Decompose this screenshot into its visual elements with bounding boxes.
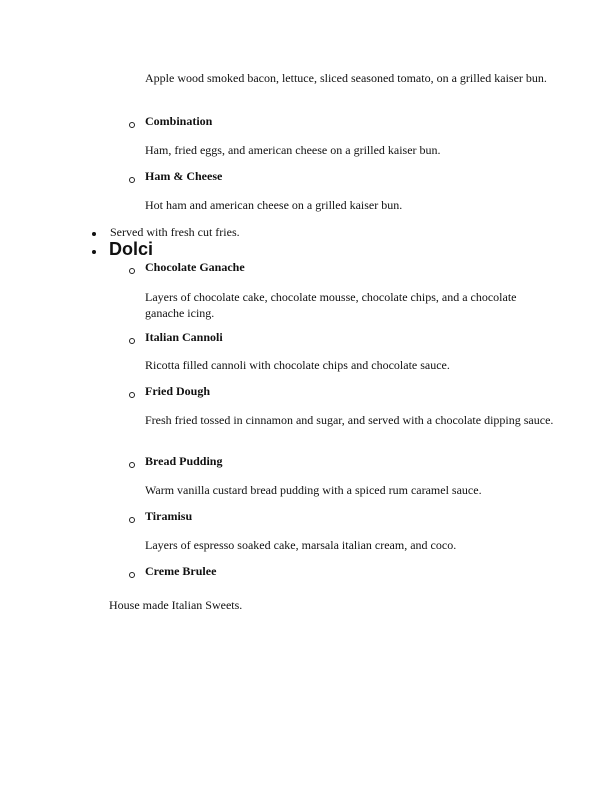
- item-title-ham-cheese: Ham & Cheese: [145, 169, 223, 183]
- circle-bullet-icon: [129, 462, 135, 468]
- circle-bullet-icon: [129, 392, 135, 398]
- item-title-italian-cannoli: Italian Cannoli: [145, 330, 223, 344]
- item-description-fried-dough: Fresh fried tossed in cinnamon and sugar, and served with a chocolate dipping sauce.: [145, 413, 554, 427]
- circle-bullet-icon: [129, 177, 135, 183]
- item-title-bread-pudding: Bread Pudding: [145, 454, 223, 468]
- blt-description: Apple wood smoked bacon, lettuce, sliced seasoned tomato, on a grilled kaiser bun.: [145, 71, 547, 85]
- circle-bullet-icon: [129, 268, 135, 274]
- circle-bullet-icon: [129, 517, 135, 523]
- item-title-fried-dough: Fried Dough: [145, 384, 211, 398]
- disc-bullet-icon: [92, 250, 96, 254]
- disc-bullet-icon: [92, 232, 96, 236]
- item-description-ham-cheese: Hot ham and american cheese on a grilled kaiser bun.: [145, 198, 403, 212]
- item-title-creme-brulee: Creme Brulee: [145, 564, 217, 578]
- fries-note: Served with fresh cut fries.: [110, 225, 240, 239]
- circle-bullet-icon: [129, 338, 135, 344]
- dolci-footer-note: House made Italian Sweets.: [109, 598, 243, 612]
- item-description-combination: Ham, fried eggs, and american cheese on a grilled kaiser bun.: [145, 143, 441, 157]
- item-title-combination: Combination: [145, 114, 213, 128]
- circle-bullet-icon: [129, 122, 135, 128]
- circle-bullet-icon: [129, 572, 135, 578]
- section-heading-dolci: Dolci: [109, 239, 154, 259]
- item-description-bread-pudding: Warm vanilla custard bread pudding with a spiced rum caramel sauce.: [145, 483, 482, 497]
- item-title-tiramisu: Tiramisu: [145, 509, 193, 523]
- item-description-italian-cannoli: Ricotta filled cannoli with chocolate chips and chocolate sauce.: [145, 358, 450, 372]
- item-description-chocolate-ganache: Layers of chocolate cake, chocolate mousse, chocolate chips, and a chocolate ganache icing.: [145, 290, 517, 320]
- item-title-chocolate-ganache: Chocolate Ganache: [145, 260, 245, 274]
- item-description-tiramisu: Layers of espresso soaked cake, marsala italian cream, and coco.: [145, 538, 457, 552]
